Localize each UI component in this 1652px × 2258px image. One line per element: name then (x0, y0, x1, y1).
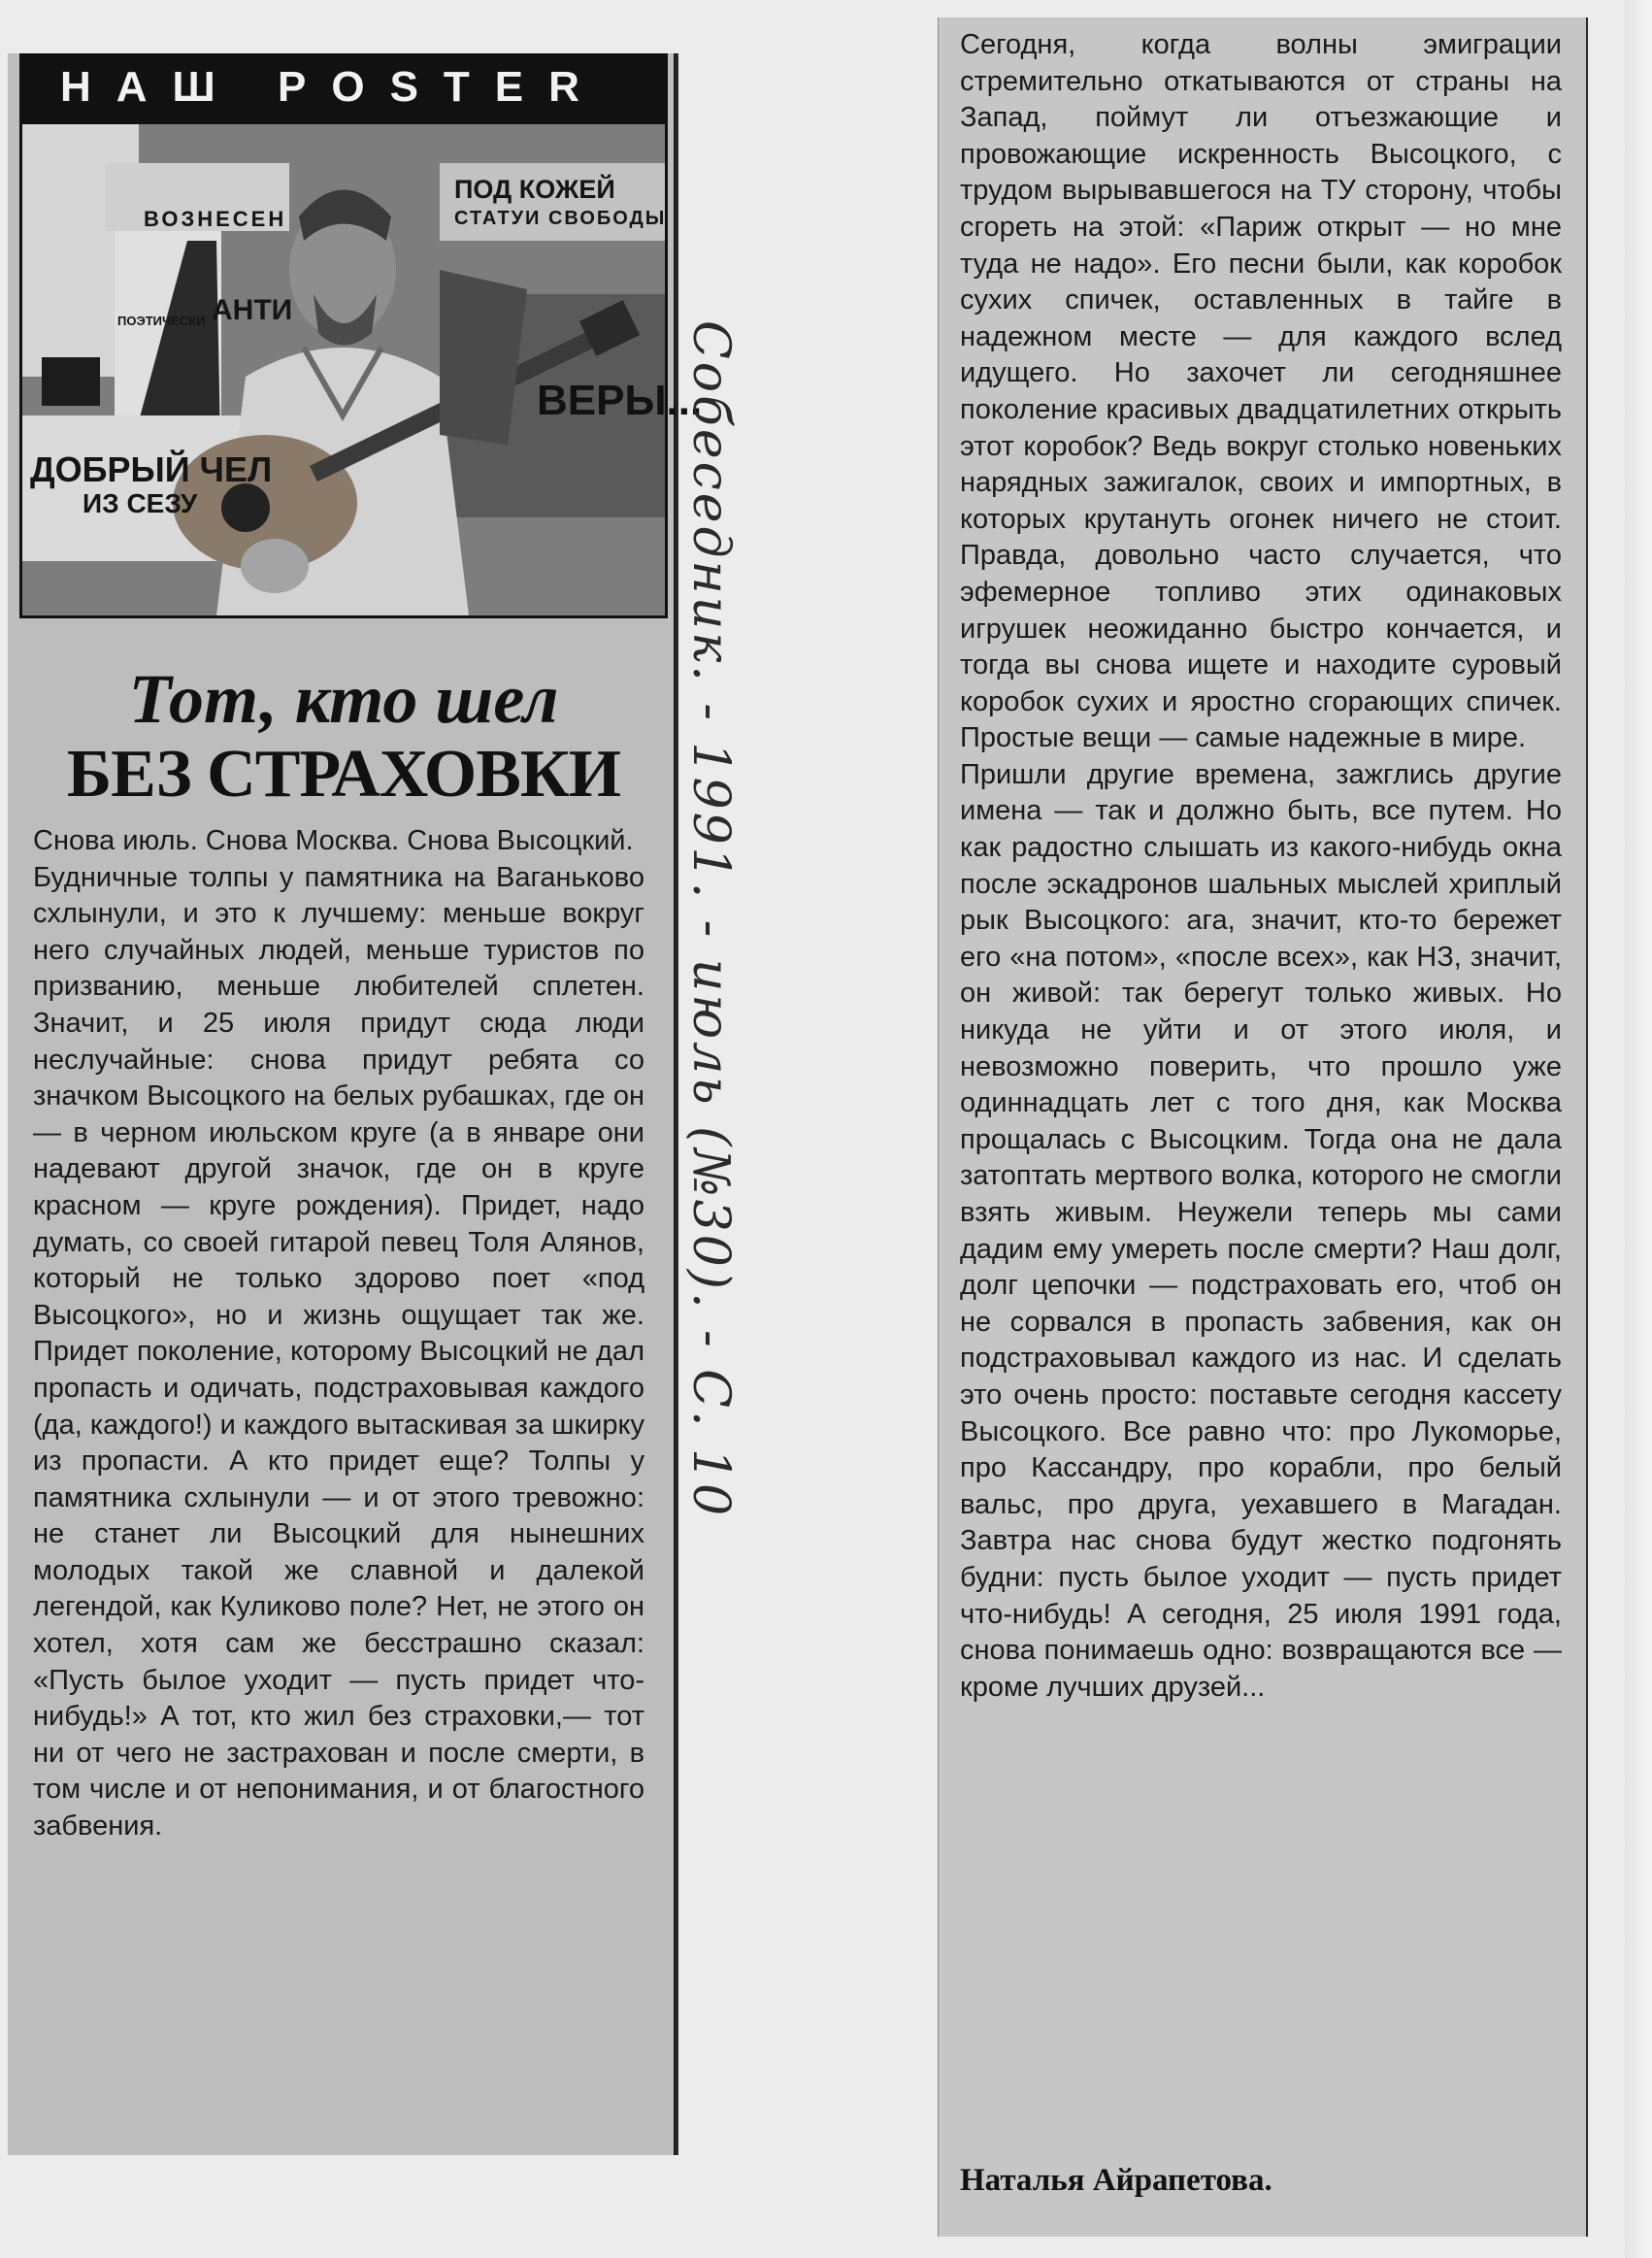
right-clipping (938, 17, 1588, 2237)
left-column-text (33, 823, 644, 1845)
title-line-1: Тот, кто шел (128, 660, 559, 738)
handwritten-citation: Собеседник. - 1991. - июль (№30). - С. 10 (681, 320, 740, 1519)
poster-word-voznesen: ВОЗНЕСЕН (144, 207, 287, 231)
right-column-text (960, 27, 1562, 1706)
poster-word-very: ВЕРЫ... (537, 377, 703, 424)
paragraph: Снова июль. Снова Москва. Снова Высоцкий. (33, 825, 634, 856)
paragraph: Сегодня, когда волны эмиграции стремительно откатываются от страны на Запад, поймут ли отъезжающие и провожающие искренность Высоцкого, с трудом вырывавшегося на ТУ сторону, чтобы сгореть на этой: «Париж открыт — но мне туда не надо». Его песни были, как коробок сухих спичек, оставленных в тайге в надежном месте — для каждого вслед идущего. Но захочет ли сегодняшнее поколение красивых двадцатилетних открыть этот коробок? Ведь вокруг столько новеньких нарядных зажигалок, своих и импортных, в которых крутануть огонек ничего не стоит. Правда, довольно часто случается, что эфемерное топливо этих одинаковых игрушек неожиданно быстро кончается, и тогда вы снова ищете и находите суровый коробок сухих и яростно сгорающих спичек. Простые вещи — самые надежные в мире. (960, 29, 1562, 754)
poster-word-anti: АНТИ (212, 294, 293, 326)
paragraph: Пришли другие времена, зажглись другие имена — так и должно быть, все путем. Но как радостно слышать из какого-нибудь окна после эскадронов шальных мыслей хриплый рык Высоцкого: ага, значит, кто-то бережет его «на потом», «после всех», как НЗ, значит, он живой: так берегут только живых. Но никуда не уйти и от этого июля, и невозможно поверить, что прошло уже одиннадцать лет с того дня, как Москва прощалась с Высоцким. Тогда она не дала затоптать мертвого волка, которого не смогли взять живым. Неужели теперь мы сами дадим ему умереть после смерти? Наш долг, долг цепочки — подстраховать его, чтоб он не сорвался в пропасть забвения, как он подстраховывал каждого из нас. И сделать это очень просто: поставьте сегодня кассету Высоцкого. Все равно что: про Лукоморье, про Кассандру, про корабли, про белый вальс, про друга, уехавшего в Магадан. Завтра нас снова будут жестко подгонять будни: пусть былое уходит — пусть придет что-нибудь! А сегодня, 25 июля 1991 года, снова понимаешь одно: возвращаются все — кроме лучших друзей... (960, 758, 1562, 1703)
poster-word-dobry: ДОБРЫЙ ЧЕЛ (30, 449, 273, 489)
poster-word-poetic: ПОЭТИЧЕСКИ (117, 314, 206, 328)
poster-word-statue: СТАТУИ СВОБОДЫ (454, 208, 667, 229)
title-line-2: БЕЗ СТРАХОВКИ (66, 737, 621, 812)
paragraph: Будничные толпы у памятника на Ваганьково схлынули, и это к лучшему: меньше вокруг него случайных людей, меньше туристов по призванию, меньше любителей сплетен. Значит, и 25 июля придут сюда люди неслучайные: снова придут ребята со значком Высоцкого на белых рубашках, где он — в черном июльском круге (а в январе они надевают другой значок, где он в круге красном — круге рождения). Придет, надо думать, со своей гитарой певец Толя Алянов, который не только здорово поет «под Высоцкого», но и жизнь ощущает так же. Придет поколение, которому Высоцкий не дал пропасть и одичать, подстраховывая каждого (да, каждого!) и каждого вытаскивая за шкирку из пропасти. А кто придет еще? Толпы у памятника схлынули — и от этого тревожно: не станет ли Высоцкий для нынешних молодых такой же славной и далекой легендой, как Куликово поле? Нет, не этого он хотел, хотя сам же бесстрашно сказал: «Пусть былое уходит — пусть придет что-нибудь!» А тот, кто жил без страховки,— тот ни от чего не застрахован и после смерти, в том числе и от непонимания, и от благостного забвения. (33, 861, 644, 1843)
author-signature: Наталья Айрапетова. (960, 2163, 1272, 2198)
scan-margin (1625, 0, 1652, 2258)
rubric-header: НАШ POSTER (19, 53, 668, 121)
article-title (19, 618, 668, 814)
poster-word-under-skin: ПОД КОЖЕЙ (454, 175, 615, 204)
poster-word-sez: ИЗ СЕЗУ (83, 488, 198, 518)
poster-photo (19, 121, 703, 618)
